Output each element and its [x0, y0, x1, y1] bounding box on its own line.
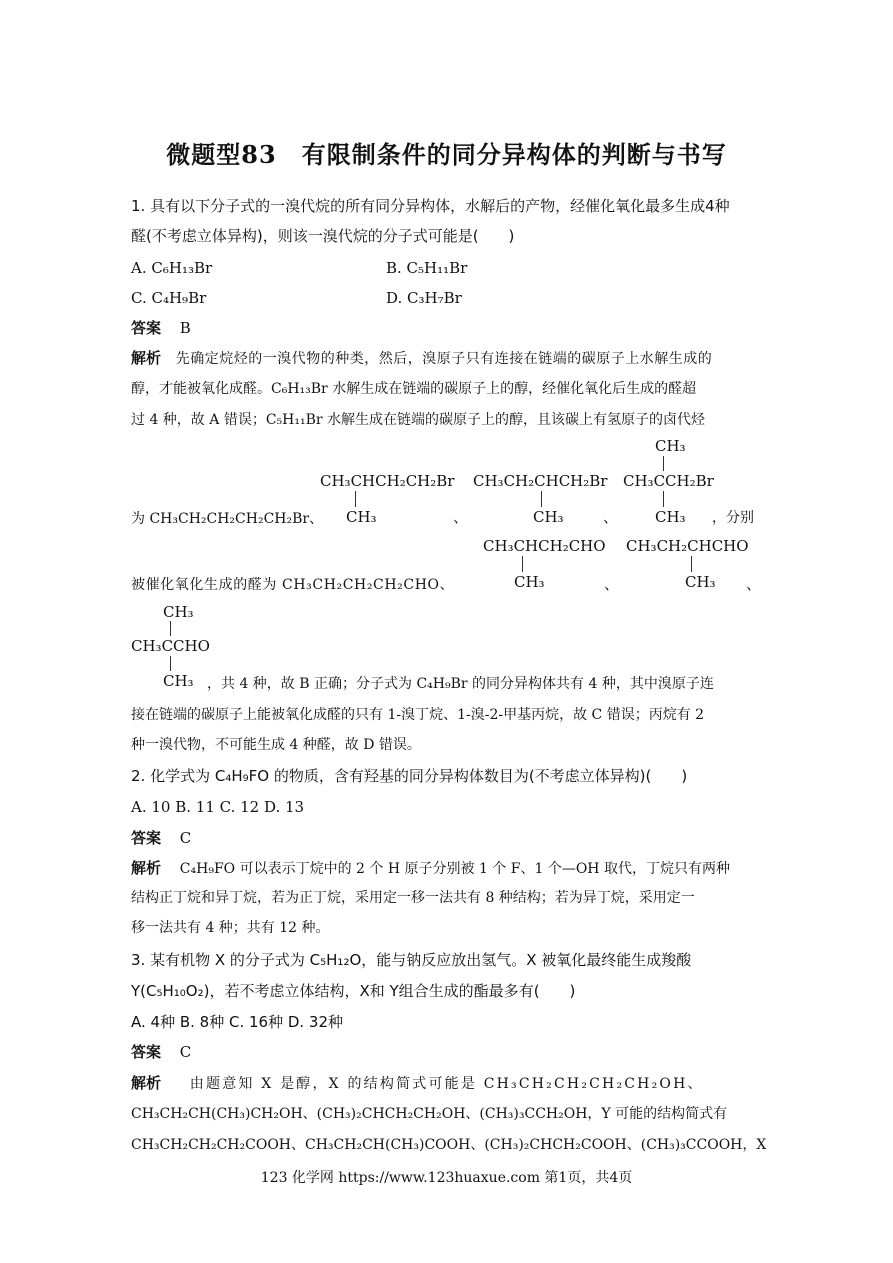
- q1-explanation-line-7: 接在链端的碳原子上能被氧化成醛的只有 1-溴丁烷、1-溴-2-甲基丙烷，故 C 错误；丙烷有 2: [131, 707, 705, 723]
- q1-explanation-line-4-suffix: ，分别: [712, 510, 754, 526]
- page-footer: 123 化学网 https://www.123huaxue.com 第1页，共4页: [260, 1170, 633, 1186]
- q1-stem-line-2: 醛(不考虑立体异构)，则该一溴代烷的分子式可能是( ): [131, 227, 515, 245]
- q1-option-b: B. C₅H₁₁Br: [386, 259, 468, 277]
- formula-3-bottom: CH₃: [655, 508, 686, 526]
- q1-option-a: A. C₆H₁₃Br: [131, 259, 213, 277]
- formula-6-main-chain: CH₃CCHO: [131, 637, 210, 655]
- q1-answer: [131, 318, 191, 338]
- q1-explanation-line-2: 醇，才能被氧化成醛。C₆H₁₃Br 水解生成在链端的碳原子上的醇，经催化氧化后生成的醛超: [131, 381, 697, 397]
- formula-3-bond-top: [663, 456, 664, 471]
- formula-6-bond-top: [170, 621, 171, 636]
- formula-2-branch: CH₃: [533, 508, 564, 526]
- q1-explanation-line-3: 过 4 种，故 A 错误；C₅H₁₁Br 水解生成在链端的碳原子上的醇，且该碳上有氢原子的卤代烃: [131, 412, 706, 428]
- formula-3-top: CH₃: [655, 437, 686, 455]
- formula-4-bond: [522, 556, 523, 572]
- q1-explanation-line-8: 种一溴代物，不可能生成 4 种醛，故 D 错误。: [131, 737, 421, 753]
- q3-explanation-line-2: CH₃CH₂CH(CH₃)CH₂OH、(CH₃)₂CHCH₂CH₂OH、(CH₃)₃CCH₂OH，Y 可能的结构简式有: [131, 1106, 728, 1122]
- formula-5-main-chain: CH₃CH₂CHCHO: [626, 537, 749, 555]
- formula-1-branch: CH₃: [346, 508, 377, 526]
- q1-explanation-line-6: ，共 4 种，故 B 正确；分子式为 C₄H₉Br 的同分异构体共有 4 种，其中溴原子连: [207, 676, 714, 692]
- answer-label: 答案: [131, 829, 162, 847]
- q2-explanation-line-3: 移一法共有 4 种；共有 12 种。: [131, 920, 330, 936]
- q2-explanation-line-1: 解析 C₄H₉FO 可以表示丁烷中的 2 个 H 原子分别被 1 个 F、1 个—OH 取代，丁烷只有两种: [131, 859, 730, 877]
- explanation-label: 解析: [131, 349, 162, 367]
- formula-6-top: CH₃: [163, 603, 194, 621]
- q2-explanation-line-2: 结构正丁烷和异丁烷，若为正丁烷，采用定一移一法共有 8 种结构；若为异丁烷，采用定一: [131, 890, 695, 906]
- q3-explanation-line-3: CH₃CH₂CH₂CH₂COOH、CH₃CH₂CH(CH₃)COOH、(CH₃)₂CHCH₂COOH、(CH₃)₃CCOOH，X: [131, 1137, 767, 1153]
- q2-stem-line-1: 2. 化学式为 C₄H₉FO 的物质，含有羟基的同分异构体数目为(不考虑立体异构)( ): [131, 767, 688, 785]
- q1-stem-line-1: 1. 具有以下分子式的一溴代烷的所有同分异构体，水解后的产物，经催化氧化最多生成4种: [131, 197, 730, 215]
- separator: 、: [746, 575, 762, 593]
- formula-6-bond-bottom: [170, 656, 171, 671]
- formula-3-bond-bottom: [663, 491, 664, 507]
- answer-value: B: [179, 319, 191, 337]
- answer-label: 答案: [131, 319, 162, 337]
- explanation-label: 解析: [131, 859, 162, 877]
- formula-3-main-chain: CH₃CCH₂Br: [623, 472, 714, 490]
- q2-options: A. 10 B. 11 C. 12 D. 13: [131, 798, 305, 816]
- formula-4-main-chain: CH₃CHCH₂CHO: [483, 537, 606, 555]
- formula-5-branch: CH₃: [685, 573, 716, 591]
- formula-6-bottom: CH₃: [163, 672, 194, 690]
- answer-value: C: [179, 829, 192, 847]
- answer-value: C: [179, 1043, 192, 1061]
- q3-stem-line-2: Y(C₅H₁₀O₂)，若不考虑立体结构，X和 Y组合生成的酯最多有( ): [131, 982, 576, 1000]
- formula-5-bond: [691, 556, 692, 572]
- separator: 、: [453, 508, 469, 526]
- q1-explanation-line-4-prefix: 为 CH₃CH₂CH₂CH₂CH₂Br、: [131, 511, 324, 527]
- q3-options: A. 4种 B. 8种 C. 16种 D. 32种: [131, 1013, 344, 1031]
- page-title: 微题型83 有限制条件的同分异构体的判断与书写: [166, 140, 727, 169]
- explanation-label: 解析: [131, 1074, 162, 1092]
- q2-answer: [131, 828, 191, 848]
- formula-1-main-chain: CH₃CHCH₂CH₂Br: [320, 472, 455, 490]
- q3-explanation-line-1: 解析 由题意知 X 是醇，X 的结构简式可能是 CH₃CH₂CH₂CH₂CH₂OH、: [131, 1074, 704, 1092]
- q1-option-d: D. C₃H₇Br: [386, 289, 462, 307]
- answer-label: 答案: [131, 1043, 162, 1061]
- q3-answer: [131, 1042, 191, 1062]
- formula-2-bond: [541, 491, 542, 507]
- separator: 、: [603, 508, 619, 526]
- formula-4-branch: CH₃: [514, 573, 545, 591]
- formula-1-bond: [355, 491, 356, 507]
- formula-2-main-chain: CH₃CH₂CHCH₂Br: [473, 472, 608, 490]
- q1-explanation-line-1: 解析 先确定烷烃的一溴代物的种类，然后，溴原子只有连接在链端的碳原子上水解生成的: [131, 349, 713, 367]
- q3-stem-line-1: 3. 某有机物 X 的分子式为 C₅H₁₂O，能与钠反应放出氢气。X 被氧化最终能生成羧酸: [131, 951, 692, 969]
- separator: 、: [604, 575, 620, 593]
- q1-option-c: C. C₄H₉Br: [131, 289, 207, 307]
- q1-explanation-line-5-prefix: 被催化氧化生成的醛为 CH₃CH₂CH₂CH₂CHO、: [131, 577, 455, 593]
